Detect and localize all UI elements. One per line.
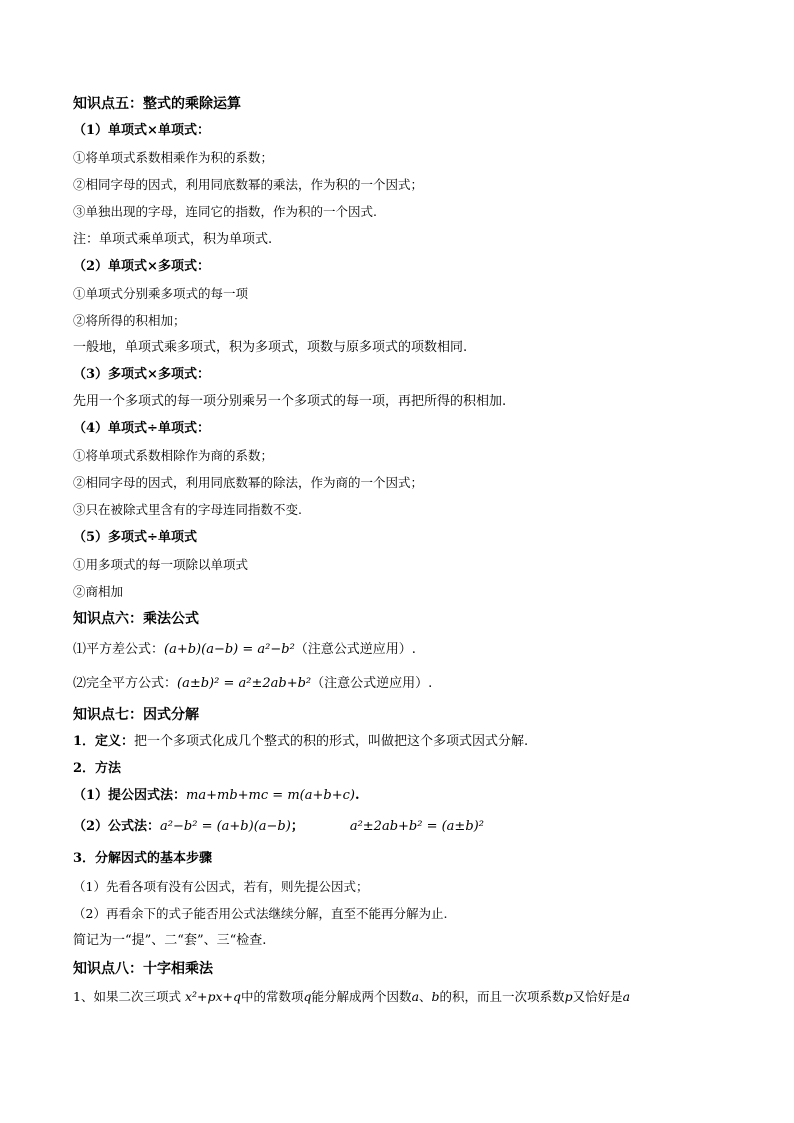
variable: p [564, 989, 573, 1004]
formula-note: （注意公式逆应用）. [311, 676, 433, 691]
text-line: ①将单项式系数相乘作为积的系数； [73, 150, 274, 165]
text-span: 、 [419, 989, 432, 1004]
formula-label: ⑴平方差公式： [73, 642, 165, 657]
subsection-mono-times-poly: （2）单项式×多项式： [73, 259, 210, 274]
separator: ； [290, 819, 304, 834]
text-line: ①将单项式系数相除作为商的系数； [73, 448, 274, 463]
text-span: 又恰好是 [572, 989, 623, 1004]
variable: a [411, 989, 420, 1004]
section-eight-title: 知识点八：十字相乘法 [73, 961, 213, 977]
section-seven-title: 知识点七：因式分解 [73, 707, 199, 723]
text-line: ③单独出现的字母，连同它的指数，作为积的一个因式. [73, 204, 377, 219]
definition-label: 1．定义： [73, 734, 135, 749]
variable: a [622, 989, 631, 1004]
step-line: （2）再看余下的式子能否用公式法继续分解，直至不能再分解为止. [73, 906, 448, 921]
step-line: （1）先看各项有没有公因式，若有，则先提公因式； [73, 879, 369, 894]
formula-label: ⑵完全平方公式： [73, 676, 178, 691]
text-line: ②相同字母的因式，利用同底数幂的除法，作为商的一个因式； [73, 475, 424, 490]
variable: q [303, 989, 312, 1004]
formula: ma+mb+mc = m(a+b+c) [186, 788, 355, 803]
text-span: 的积，而且一次项系数 [439, 989, 565, 1004]
text-line: ③只在被除式里含有的字母连同指数不变. [73, 502, 302, 517]
method-label: （2）公式法： [73, 819, 161, 834]
formula-line-difference-of-squares [73, 641, 754, 659]
note-line: 一般地，单项式乘多项式，积为多项式，项数与原多项式的项数相同. [73, 340, 468, 355]
text-line: ②相同字母的因式，利用同底数幂的乘法，作为积的一个因式； [73, 177, 424, 192]
text-line: ②将所得的积相加； [73, 313, 186, 328]
method-label: （1）提公因式法： [73, 788, 187, 803]
formula: x²+px+q [184, 989, 242, 1004]
section-five-title: 知识点五：整式的乘除运算 [73, 96, 241, 112]
section-six-title: 知识点六：乘法公式 [73, 611, 199, 627]
method-common-factor [73, 787, 754, 805]
cross-multiplication-text [73, 988, 754, 1006]
steps-heading: 3．分解因式的基本步骤 [73, 851, 213, 866]
formula: (a±b)² = a²±2ab+b² [177, 676, 312, 691]
subsection-poly-div-mono: （5）多项式÷单项式 [73, 530, 197, 545]
text-span: 1、如果二次三项式 [73, 989, 181, 1004]
formula-end: . [354, 788, 360, 803]
formula-note: （注意公式逆应用）. [294, 642, 416, 657]
subsection-mono-div-mono: （4）单项式÷单项式： [73, 421, 210, 436]
method-heading: 2．方法 [73, 761, 122, 776]
text-line: 先用一个多项式的每一项分别乘另一个多项式的每一项，再把所得的积相加. [73, 394, 507, 409]
formula: a²−b² = (a+b)(a−b) [160, 819, 291, 834]
definition-line [73, 733, 754, 751]
subsection-mono-times-mono: （1）单项式×单项式： [73, 123, 210, 138]
text-line: ②商相加 [73, 584, 124, 599]
formula: a²±2ab+b² = (a±b)² [349, 819, 484, 834]
summary-line: 简记为一“提”、二“套”、三“检查. [73, 933, 267, 948]
text-line: ①用多项式的每一项除以单项式 [73, 557, 249, 572]
method-formula [73, 818, 754, 836]
variable: b [431, 989, 440, 1004]
note-line: 注：单项式乘单项式，积为单项式. [73, 232, 273, 247]
subsection-poly-times-poly: （3）多项式×多项式： [73, 367, 210, 382]
definition-text: 把一个多项式化成几个整式的积的形式，叫做把这个多项式因式分解. [134, 734, 529, 749]
text-line: ①单项式分别乘多项式的每一项 [73, 286, 249, 301]
text-span: 能分解成两个因数 [311, 989, 412, 1004]
text-span: 中的常数项 [241, 989, 304, 1004]
formula-line-perfect-square [73, 675, 754, 693]
formula: (a+b)(a−b) = a²−b² [164, 642, 295, 657]
